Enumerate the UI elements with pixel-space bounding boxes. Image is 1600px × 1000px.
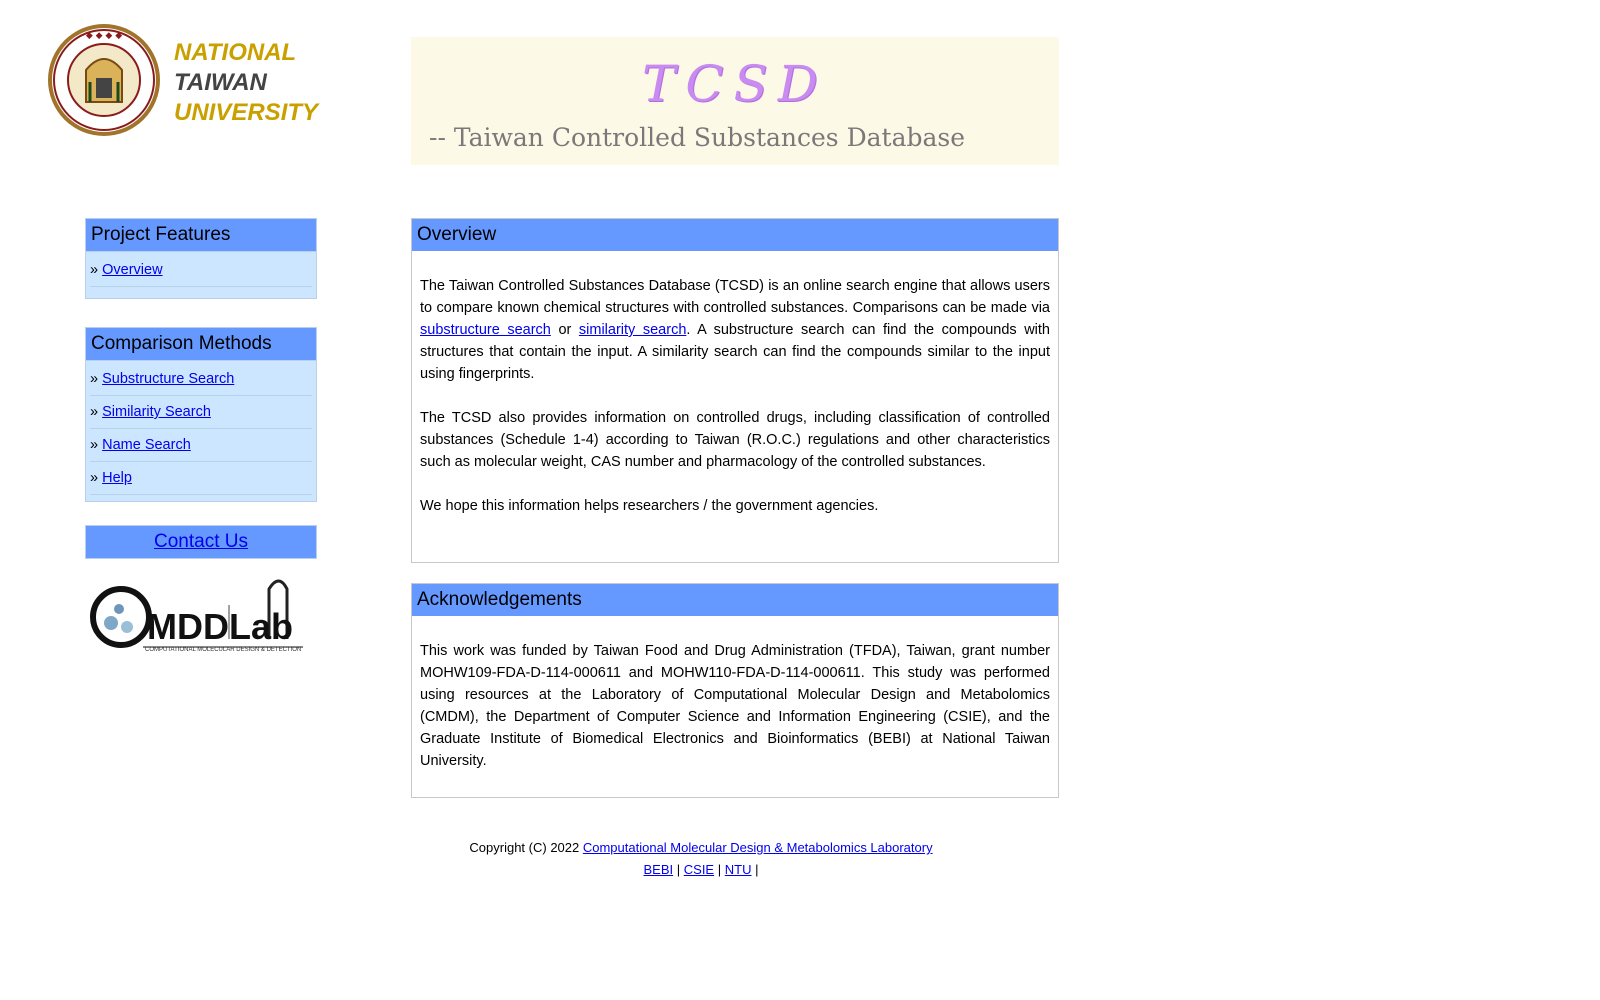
lab-link[interactable]: Computational Molecular Design & Metabolomics Laboratory bbox=[582, 840, 933, 855]
tcsd-banner bbox=[411, 37, 1059, 165]
acknowledgements-text: This work was funded by Taiwan Food and Drug Administration (TFDA), Taiwan, grant number MOHW109-FDA-D-114-000611 and MOHW110-FDA-D-114-000611. This study was performed using resources at the Laboratory of Computational Molecular Design and Metabolomics (CMDM), the Department of Computer Science and Information Engineering (CSIE), and the Graduate Institute of Biomedical Electronics and Bioinformatics (BEBI) at National Taiwan University. bbox=[420, 643, 1050, 769]
bullet: » bbox=[90, 262, 99, 278]
comparison-methods-list bbox=[86, 361, 316, 501]
acknowledgements-title: Acknowledgements bbox=[412, 584, 1058, 616]
footer-links bbox=[411, 859, 991, 881]
overview-body bbox=[412, 251, 1058, 553]
comparison-methods-box bbox=[85, 327, 317, 502]
overview-paragraph-3: We hope this information helps researchers / the government agencies. bbox=[420, 498, 879, 514]
help-link[interactable]: Help bbox=[102, 470, 132, 486]
ntu-word-1: NATIONAL bbox=[174, 39, 297, 66]
contact-us-link[interactable]: Contact Us bbox=[154, 531, 248, 552]
sidebar-item-overview bbox=[90, 254, 312, 287]
text: The Taiwan Controlled Substances Database (TCSD) is an online search engine that allows users to compare known chemical structures with controlled substances. Comparisons can be made via bbox=[420, 278, 1050, 316]
project-features-title: Project Features bbox=[86, 219, 316, 252]
acknowledgements-panel bbox=[411, 583, 1059, 798]
bullet: » bbox=[90, 404, 99, 420]
svg-text:◆ ◆ ◆ ◆: ◆ ◆ ◆ ◆ bbox=[85, 31, 123, 41]
sidebar-item-similarity-search bbox=[90, 396, 312, 429]
banner-title: TCSD bbox=[642, 55, 828, 113]
overview-paragraph-2: The TCSD also provides information on controlled drugs, including classification of controlled substances (Schedule 1-4) according to Taiwan (R.O.C.) regulations and other characteristics such as molecular weight, CAS number and pharmacology of the controlled substances. bbox=[420, 410, 1050, 470]
ntu-seal-icon bbox=[46, 22, 162, 138]
overview-link[interactable]: Overview bbox=[102, 262, 163, 278]
ntu-word-3: UNIVERSITY bbox=[174, 99, 319, 126]
copyright-text: Copyright (C) 2022 bbox=[469, 840, 583, 855]
separator: | bbox=[717, 862, 722, 877]
similarity-search-inline-link[interactable]: similarity search bbox=[578, 322, 687, 338]
copyright-line bbox=[411, 837, 991, 859]
bullet: » bbox=[90, 437, 99, 453]
acknowledgements-body bbox=[412, 616, 1058, 808]
project-features-list bbox=[86, 252, 316, 298]
sidebar-item-substructure-search bbox=[90, 363, 312, 396]
mdd-lab-logo-caption: COMPUTATIONAL MOLECULAR DESIGN & DETECTION bbox=[145, 647, 302, 653]
ntu-word-2: TAIWAN bbox=[174, 69, 267, 96]
project-features-box bbox=[85, 218, 317, 299]
separator: | bbox=[755, 862, 759, 877]
ntu-logo bbox=[46, 22, 346, 142]
sidebar-item-help bbox=[90, 462, 312, 495]
sidebar-item-name-search bbox=[90, 429, 312, 462]
bullet: » bbox=[90, 470, 99, 486]
text: or bbox=[550, 322, 579, 338]
comparison-methods-title: Comparison Methods bbox=[86, 328, 316, 361]
bullet: » bbox=[90, 371, 99, 387]
name-search-link[interactable]: Name Search bbox=[102, 437, 191, 453]
overview-panel bbox=[411, 218, 1059, 563]
bebi-link[interactable]: BEBI bbox=[643, 862, 674, 877]
similarity-search-link[interactable]: Similarity Search bbox=[102, 404, 211, 420]
text: . A substructure search can find the compounds with structures that contain the input. A similarity search can find the compounds similar to the input using fingerprints. bbox=[420, 322, 1050, 382]
ntu-link[interactable]: NTU bbox=[724, 862, 752, 877]
overview-paragraph-1 bbox=[420, 275, 1050, 385]
mdd-lab-logo-text: MDDLab bbox=[147, 606, 293, 647]
banner-subtitle: -- Taiwan Controlled Substances Database bbox=[429, 123, 966, 152]
mdd-lab-logo[interactable] bbox=[89, 565, 311, 665]
contact-box bbox=[85, 525, 317, 559]
separator: | bbox=[676, 862, 681, 877]
overview-title: Overview bbox=[412, 219, 1058, 251]
csie-link[interactable]: CSIE bbox=[683, 862, 715, 877]
substructure-search-inline-link[interactable]: substructure search bbox=[420, 322, 551, 338]
substructure-search-link[interactable]: Substructure Search bbox=[102, 371, 235, 387]
footer bbox=[411, 837, 991, 881]
ntu-wordmark bbox=[174, 28, 354, 138]
